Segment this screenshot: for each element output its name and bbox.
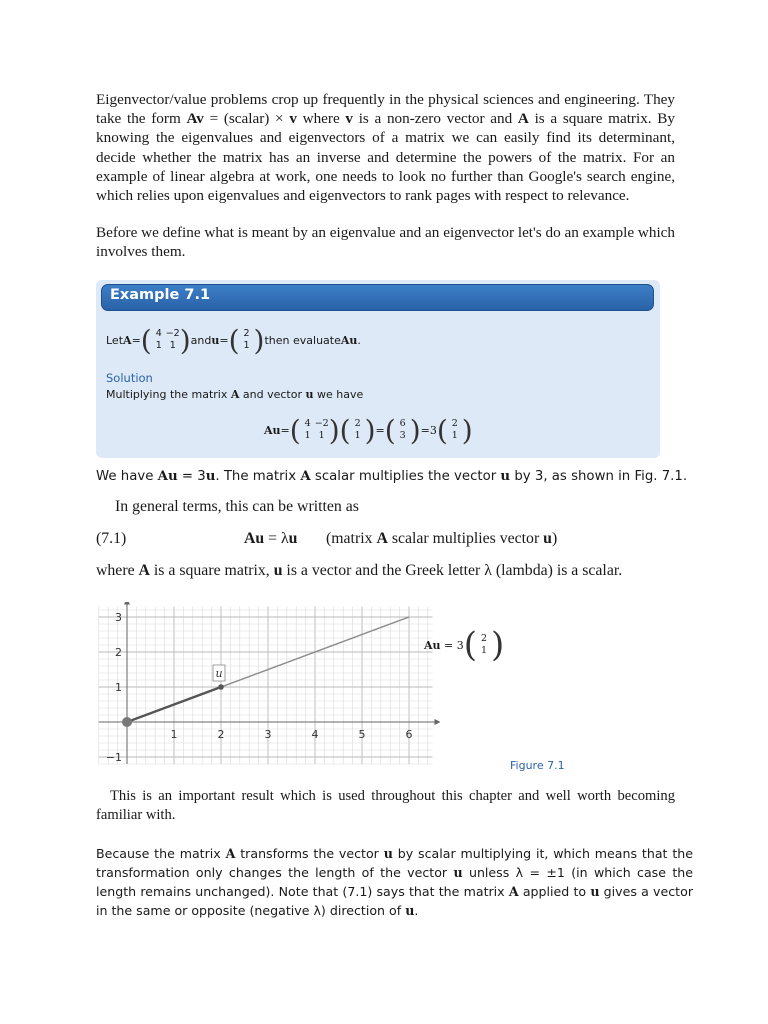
example-problem: Let A = ( 4 −2 1 1 ) and u = ( 2 1 ) then evaluate Au .: [106, 323, 361, 357]
origin-point: [122, 717, 132, 727]
u-label: u: [215, 667, 223, 680]
solution-text: Multiplying the matrix A and vector u we have: [106, 388, 364, 401]
result-statement: We have Au = 3u. The matrix A scalar multiplies the vector u by 3, as shown in Fig. 7.1.: [96, 469, 688, 484]
intro-paragraph: Eigenvector/value problems crop up frequently in the physical sciences and engineering. They take the form Av = (scalar) × v where v is a non-zero vector and A is a square matrix. By knowing the eigenvalues and eigenvectors of a matrix we can easily find its determinant, decide whether the matrix has an inverse and determine the powers of the matrix. For an example of linear algebra at work, one needs to look no further than Google's search engine, which relies upon eigenvalues and eigenvectors to rank pages with respect to relevance.: [96, 91, 676, 205]
y-axis-arrow: [124, 602, 130, 605]
x-tick-label: 5: [358, 728, 366, 741]
x-tick-label: 6: [405, 728, 413, 741]
y-tick-label: 1: [115, 681, 122, 694]
vector-u: 2 1: [243, 328, 250, 351]
example-title: Example 7.1: [110, 287, 211, 303]
intro-paragraph-2: Before we define what is meant by an eigenvalue and an eigenvector let's do an example which involves them.: [96, 224, 675, 261]
equation-note: (matrix A scalar multiplies vector u): [326, 530, 558, 547]
x-tick-label: 1: [170, 728, 178, 741]
x-tick-label: 3: [264, 728, 272, 741]
chart-ticks: [106, 611, 413, 764]
closing-paragraph-2: Because the matrix A transforms the vector u by scalar multiplying it, which means that the transformation only changes the length of the vector u unless λ = ±1 (in which case the length remains unchanged). Note that (7.1) says that the matrix A applied to u gives a vector in the same or opposite (negative λ) direction of u.: [96, 846, 693, 918]
closing-paragraph: This is an important result which is used throughout this chapter and well worth becoming familiar with.: [96, 788, 675, 824]
general-text: In general terms, this can be written as: [115, 498, 359, 515]
x-axis-arrow: [435, 719, 441, 725]
y-tick-label: 3: [115, 611, 122, 624]
solution-equation: Au = ( 4 −2 1 1 ) ( 2 1 ) = ( 6 3 ) = 3 ( 2 1 ): [264, 413, 473, 447]
x-tick-label: 2: [217, 728, 225, 741]
matrix-A: 4 −2 1 1: [155, 328, 180, 351]
x-tick-label: 4: [311, 728, 319, 741]
solution-label: Solution: [106, 371, 153, 385]
y-tick-label: −1: [105, 751, 122, 764]
figure-7-1-chart: [90, 602, 440, 772]
vector-u-endpoint: [218, 684, 224, 690]
y-tick-label: 2: [115, 646, 122, 659]
equation-number: (7.1): [96, 530, 127, 547]
figure-caption: Figure 7.1: [510, 759, 565, 772]
where-statement: where A is a square matrix, u is a vector and the Greek letter λ (lambda) is a scalar.: [96, 562, 623, 579]
chart-series: [122, 617, 409, 727]
equation-7-1: Au = λu: [244, 530, 298, 547]
figure-annotation: Au = 3 ( 2 1 ): [424, 625, 505, 665]
